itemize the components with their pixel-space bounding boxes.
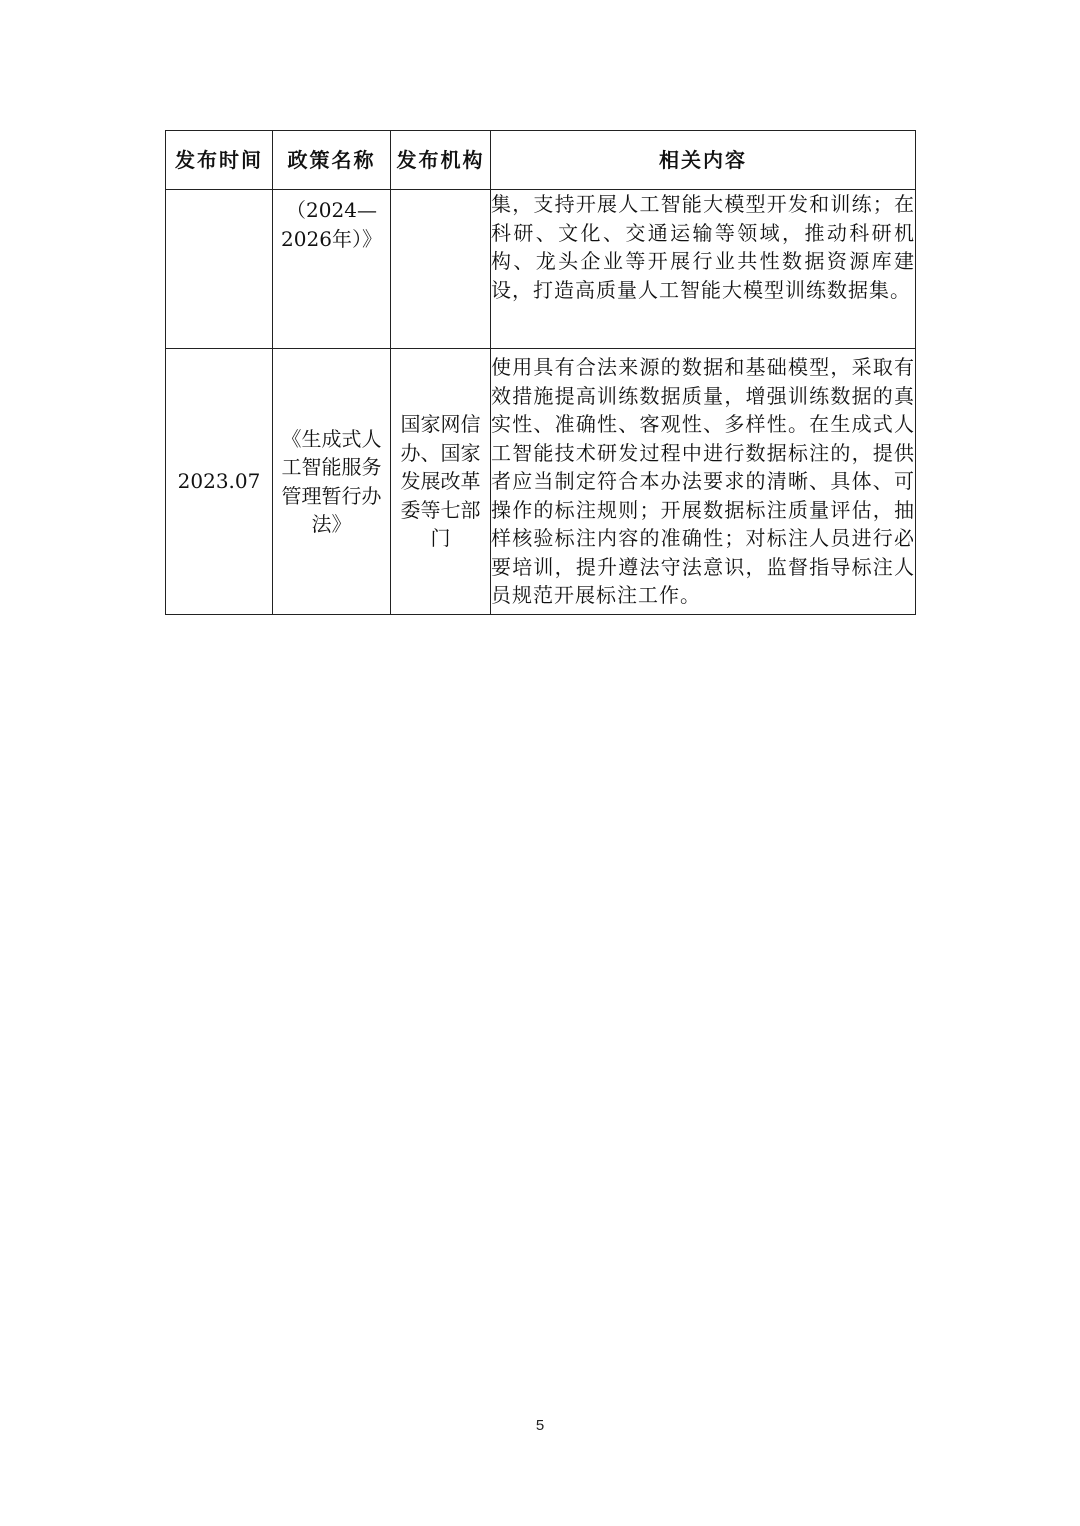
table-row [166,349,916,615]
table-header-row [166,131,916,190]
cell-release-date [166,190,273,349]
header-related-content: 相关内容 [491,131,916,190]
cell-issuing-agency: 国家网信办、国家发展改革委等七部门 [391,349,491,615]
header-issuing-agency: 发布机构 [391,131,491,190]
table-row [166,190,916,349]
header-policy-name: 政策名称 [273,131,391,190]
header-release-date: 发布时间 [166,131,273,190]
cell-related-content: 集，支持开展人工智能大模型开发和训练；在科研、文化、交通运输等领域，推动科研机构、龙头企业等开展行业共性数据资源库建设，打造高质量人工智能大模型训练数据集。 [491,190,916,349]
cell-release-date: 2023.07 [166,349,273,615]
page-number: 5 [535,1417,545,1434]
cell-issuing-agency [391,190,491,349]
cell-related-content: 使用具有合法来源的数据和基础模型，采取有效措施提高训练数据质量，增强训练数据的真实性、准确性、客观性、多样性。在生成式人工智能技术研发过程中进行数据标注的，提供者应当制定符合本办法要求的清晰、具体、可操作的标注规则；开展数据标注质量评估，抽样核验标注内容的准确性；对标注人员进行必要培训，提升遵法守法意识，监督指导标注人员规范开展标注工作。 [491,349,916,615]
cell-policy-name: 《生成式人工智能服务管理暂行办法》 [273,349,391,615]
policy-table [165,130,916,615]
cell-policy-name: （2024—2026年）》 [273,190,391,349]
